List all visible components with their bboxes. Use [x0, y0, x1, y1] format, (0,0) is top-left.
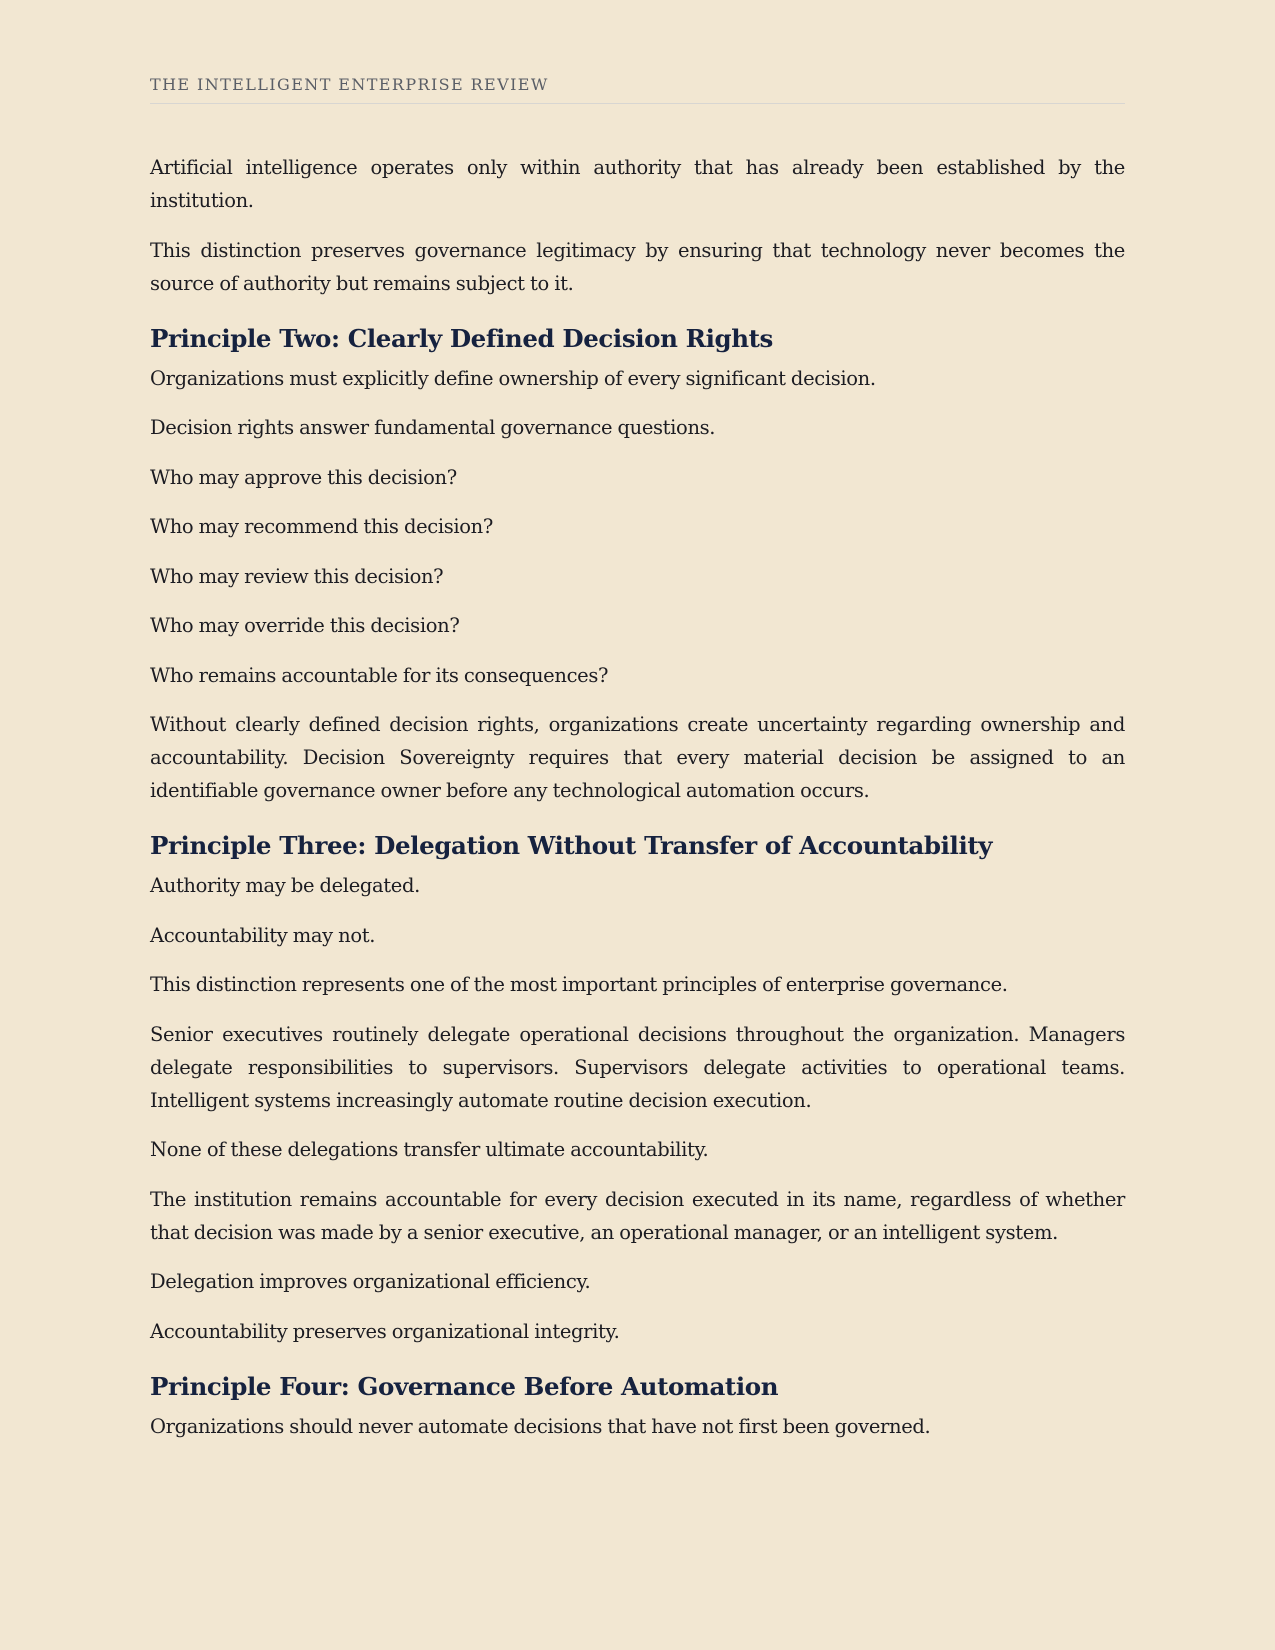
- body-paragraph: Accountability preserves organizational integrity.: [150, 1319, 620, 1343]
- body-paragraph: Accountability may not.: [150, 923, 376, 947]
- body-paragraph: The institution remains accountable for every decision executed in its name, regardless of whether that decision was made by a senior executive, an operational manager, or an intelligent system.: [150, 1187, 1125, 1244]
- question-item: Who may review this decision?: [150, 564, 444, 588]
- question-item: Who may recommend this decision?: [150, 515, 493, 538]
- intro-paragraph: This distinction preserves governance legitimacy by ensuring that technology never becomes the source of authority but remains subject to it.: [150, 238, 1125, 295]
- section-heading-principle-two: Principle Two: Clearly Defined Decision Rights: [150, 323, 773, 353]
- body-paragraph: Organizations should never automate decisions that have not first been governed.: [150, 1414, 931, 1438]
- section-heading-principle-three: Principle Three: Delegation Without Transfer of Accountability: [150, 831, 993, 860]
- document-body: [150, 151, 1125, 1443]
- question-item: Who may approve this decision?: [150, 465, 457, 489]
- body-paragraph: Decision rights answer fundamental governance questions.: [150, 416, 716, 439]
- body-paragraph: Organizations must explicitly define ownership of every significant decision.: [150, 366, 876, 390]
- running-header: THE INTELLIGENT ENTERPRISE REVIEW: [150, 75, 1125, 104]
- document-page: [150, 0, 1125, 1459]
- section-heading-principle-four: Principle Four: Governance Before Automation: [150, 1371, 779, 1401]
- body-paragraph: Senior executives routinely delegate operational decisions throughout the organization. Managers delegate responsibilities to supervisors. Supervisors delegate activities to operational teams. Intelligent systems increasingly automate routine decision execution.: [150, 1022, 1125, 1112]
- body-paragraph: Delegation improves organizational efficiency.: [150, 1270, 591, 1293]
- body-paragraph: This distinction represents one of the most important principles of enterprise governance.: [150, 973, 1008, 996]
- question-item: Who may override this decision?: [150, 614, 460, 637]
- question-item: Who remains accountable for its consequences?: [150, 663, 609, 687]
- body-paragraph: Authority may be delegated.: [150, 874, 420, 897]
- intro-paragraph: Artificial intelligence operates only within authority that has already been established by the institution.: [150, 156, 1125, 212]
- body-paragraph: None of these delegations transfer ultimate accountability.: [150, 1138, 709, 1161]
- body-paragraph: Without clearly defined decision rights, organizations create uncertainty regarding ownership and accountability. Decision Sovereignty requires that every material decision be assigned to an identifiable governance owner before any technological automation occurs.: [150, 713, 1125, 802]
